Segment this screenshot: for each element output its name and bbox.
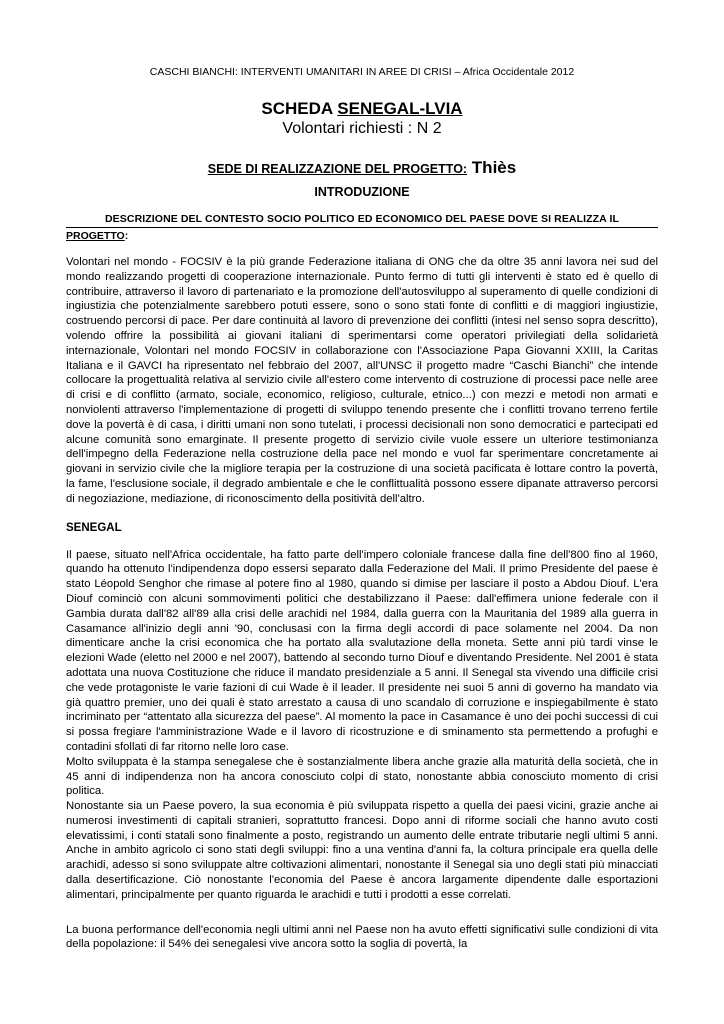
title-block — [66, 99, 658, 139]
paragraph-economy: Nonostante sia un Paese povero, la sua economia è più sviluppata rispetto a quella dei paesi vicini, grazie anche ai numerosi investimenti di capitali stranieri, soprattutto francesi. Dopo anni di riforme sociali che hanno avuto costi elevatissimi, i conti statali sono finalmente a posto, registrando un aumento delle entrate tributarie negli ultimi 5 anni. Anche in ambito agricolo ci sono stati degli sviluppi: fino a una ventina d'anni fa, la coltura principale era quella delle arachidi, adesso si sono sviluppate altre coltivazioni alimentari, nonostante il Senegal sia uno degli stati più minacciati dalla desertificazione. Ciò nonostante l'economia del Paese è ancora largamente dipendente dalle esportazioni alimentari, principalmente per quanto riguarda le arachidi e tutti i prodotti a esse correlati. — [66, 800, 658, 901]
project-location — [66, 157, 658, 180]
document-title — [66, 99, 658, 119]
volunteers-required: Volontari richiesti : N 2 — [282, 120, 442, 137]
running-header: CASCHI BIANCHI: INTERVENTI UMANITARI IN AREE DI CRISI – Africa Occidentale 2012 — [149, 66, 575, 78]
project-location-label: SEDE DI REALIZZAZIONE DEL PROGETTO: — [207, 162, 468, 176]
section-heading-senegal: SENEGAL — [66, 521, 122, 534]
title-prefix: SCHEDA — [261, 99, 338, 118]
title-country-code: SENEGAL-LVIA — [337, 99, 463, 118]
paragraph-performance: La buona performance dell'economia negli ultimi anni nel Paese non ha avuto effetti significativi sulle condizioni di vita della popolazione: il 54% dei senegalesi vive ancora sotto la soglia di povertà, la — [66, 923, 658, 951]
context-heading-tail — [66, 227, 658, 243]
context-heading: DESCRIZIONE DEL CONTESTO SOCIO POLITICO ED ECONOMICO DEL PAESE DOVE SI REALIZZA IL — [105, 213, 619, 225]
paragraph-focsiv: Volontari nel mondo - FOCSIV è la più grande Federazione italiana di ONG che da oltre 35 anni lavora nei sud del mondo realizzando progetti di cooperazione internazionale. Punto fermo di tutti gli interventi è stato ed è quello di contribuire, attraverso il lavoro di partenariato e la promozione dell'autosviluppo al superamento di quelle condizioni di ingiustizia che potenzialmente sarebbero potuti essere, sono o sono stati fonte di conflitti e di maggiori ingiustizie, costruendo percorsi di pace. Per dare continuità al lavoro di prevenzione dei conflitti (intesi nel senso sopra descritto), volendo offrire la possibilità ai giovani italiani di sperimentarsi come operatori privilegiati della solidarietà internazionale, Volontari nel mondo FOCSIV in collaborazione con l'Associazione Papa Giovanni XXIII, la Caritas Italiana e il GAVCI ha ripresentato nel febbraio del 2007, all'UNSC il progetto madre “Caschi Bianchi” che intende collocare la progettualità relativa al servizio civile all'estero come intervento di costruzione di processi pace nelle aree di crisi e di conflitto (armato, sociale, economico, religioso, culturale, etnico...) con mezzi e metodi non armati e nonviolenti attraverso l'implementazione di progetti di sviluppo tenendo presente che i conflitti trovano terreno fertile dove la povertà è di casa, i diritti umani non sono tutelati, i processi decisionali non sono democratici e partecipati ed alcune comunità sono emarginate. Il presente progetto di servizio civile vuole essere un ulteriore testimonianza dell'impegno della Federazione nella costruzione della pace nel mondo e vuol far sperimentare concretamente ai giovani in servizio civile che la migliore terapia per la costruzione di una società pacificata è lottare contro la povertà, la fame, l'esclusione sociale, il degrado ambientale e che le conflittualità possono essere dipanate attraverso percorsi di negoziazione, mediazione, di riconoscimento della positività dell'altro. — [66, 256, 658, 505]
paragraph-press: Molto sviluppata è la stampa senegalese che è sostanzialmente libera anche grazie alla maturità della società, che in 45 anni di indipendenza non ha ancora conosciuto colpi di stato, nonostante abbia conosciuto momento di crisi politica. — [66, 755, 658, 798]
project-location-place: Thiès — [467, 158, 517, 177]
intro-heading: INTRODUZIONE — [314, 185, 410, 199]
paragraph-history: Il paese, situato nell'Africa occidentale, ha fatto parte dell'impero coloniale francese dalla fine dell'800 fino al 1960, quando ha ottenuto l'indipendenza dopo essersi separato dalla Federazione del Mali. Il primo Presidente del paese è stato Léopold Senghor che rimase al potere fino al 1980, quando si dimise per lasciare il posto a Abdou Diouf. L'era Diouf cominciò con alcuni sommovimenti politici che destabilizzano il Paese: dall'effimera unione federale con il Gambia durata dall'82 all'89 alla crisi delle arachidi nel 1984, dalla guerra con la Mauritania del 1989 alla guerra in Casamance all'inizio degli anni '90, conclusasi con la firma degli accordi di pace solamente nel 2004. Da non dimenticare anche la crisi economica che ha portato alla svalutazione della moneta. Sette anni più tardi vinse le elezioni Wade (eletto nel 2000 e nel 2007), battendo al secondo turno Diouf e diventando Presidente. Nel 2001 è stata adottata una nuova Costituzione che riduce il mandato presidenziale a 5 anni. Il Senegal sta vivendo una difficile crisi che vede protagoniste le varie fazioni di cui Wade è il leader. Il presidente nei suoi 5 anni di governo ha mandato via già quattro premier, uno dei quali è stato arrestato a causa di uno scandalo di corruzione e inspiegabilmente è stato incriminato per “attentato alla sicurezza del paese”. Al momento la pace in Casamance è uno dei pochi successi di cui si possa fregiare l'amministrazione Wade e il lavoro di ricostruzione e di sminamento sta permettendo a profughi e contadini sfollati di far ritorno nelle loro case. — [66, 548, 658, 753]
context-heading-tail-word: PROGETTO — [66, 230, 125, 242]
context-heading-colon: : — [124, 230, 129, 242]
